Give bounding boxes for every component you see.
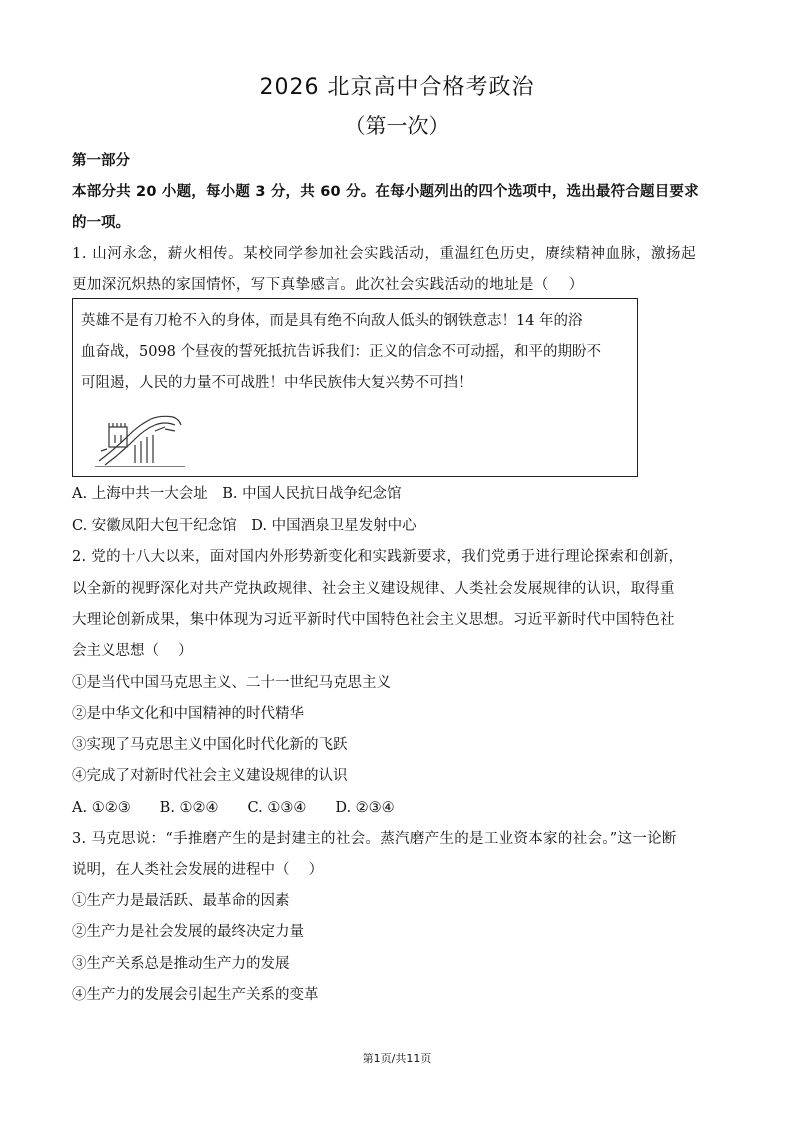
q1-quote-box [72, 298, 638, 477]
q2-stem-line2: 以全新的视野深化对共产党执政规律、社会主义建设规律、人类社会发展规律的认识，取得重 [72, 581, 675, 597]
q1-options-line2: C. 安徽凤阳大包干纪念馆 D. 中国酒泉卫星发射中心 [72, 518, 417, 534]
q2-item-3: ③实现了马克思主义中国化时代化新的飞跃 [72, 737, 348, 753]
q3-item-4: ④生产力的发展会引起生产关系的变革 [72, 987, 319, 1003]
q2-item-4: ④完成了对新时代社会主义建设规律的认识 [72, 768, 348, 784]
q2-stem-line3: 大理论创新成果，集中体现为习近平新时代中国特色社会主义思想。习近平新时代中国特色社 [72, 612, 675, 628]
q2-stem-line1: 2. 党的十八大以来，面对国内外形势新变化和实践新要求，我们党勇于进行理论探索和创新， [72, 549, 684, 565]
q3-item-2: ②生产力是社会发展的最终决定力量 [72, 924, 304, 940]
q1-quote-line2: 血奋战，5098 个昼夜的誓死抵抗告诉我们：正义的信念不可动摇，和平的期盼不 [81, 344, 602, 360]
q3-item-3: ③生产关系总是推动生产力的发展 [72, 956, 290, 972]
q2-item-2: ②是中华文化和中国精神的时代精华 [72, 706, 304, 722]
section-heading: 第一部分 [72, 153, 130, 169]
page-subtitle: （第一次） [344, 114, 450, 138]
q1-stem-line2: 更加深沉炽热的家国情怀，写下真挚感言。此次社会实践活动的地址是（ ） [72, 277, 584, 293]
q1-stem-line1: 1. 山河永念，薪火相传。某校同学参加社会实践活动，重温红色历史，赓续精神血脉，激扬起 [72, 246, 697, 262]
q1-quote-line1: 英雄不是有刀枪不入的身体，而是具有绝不向敌人低头的钢铁意志！14 年的浴 [81, 313, 583, 329]
q1-options-line1: A. 上海中共一大会址 B. 中国人民抗日战争纪念馆 [72, 486, 402, 502]
great-wall-icon [95, 401, 185, 467]
q2-stem-line4: 会主义思想（ ） [72, 643, 193, 659]
q3-stem-line1: 3. 马克思说：“手推磨产生的是封建主的社会。蒸汽磨产生的是工业资本家的社会。”这一论断 [72, 831, 677, 847]
q2-item-1: ①是当代中国马克思主义、二十一世纪马克思主义 [72, 675, 391, 691]
q3-stem-line2: 说明，在人类社会发展的进程中（ ） [72, 862, 324, 878]
page-number: 第1页/共11页 [362, 1052, 432, 1065]
q1-quote-line3: 可阻遏，人民的力量不可战胜！中华民族伟大复兴势不可挡！ [81, 375, 473, 391]
page-title: 2026 北京高中合格考政治 [259, 75, 535, 100]
section-instruction-line1: 本部分共 20 小题，每小题 3 分，共 60 分。在每小题列出的四个选项中，选出最符合题目要求 [72, 184, 699, 200]
q2-options: A. ①②③ B. ①②④ C. ①③④ D. ②③④ [72, 800, 395, 816]
section-instruction-line2: 的一项。 [72, 215, 130, 231]
q3-item-1: ①生产力是最活跃、最革命的因素 [72, 893, 290, 909]
